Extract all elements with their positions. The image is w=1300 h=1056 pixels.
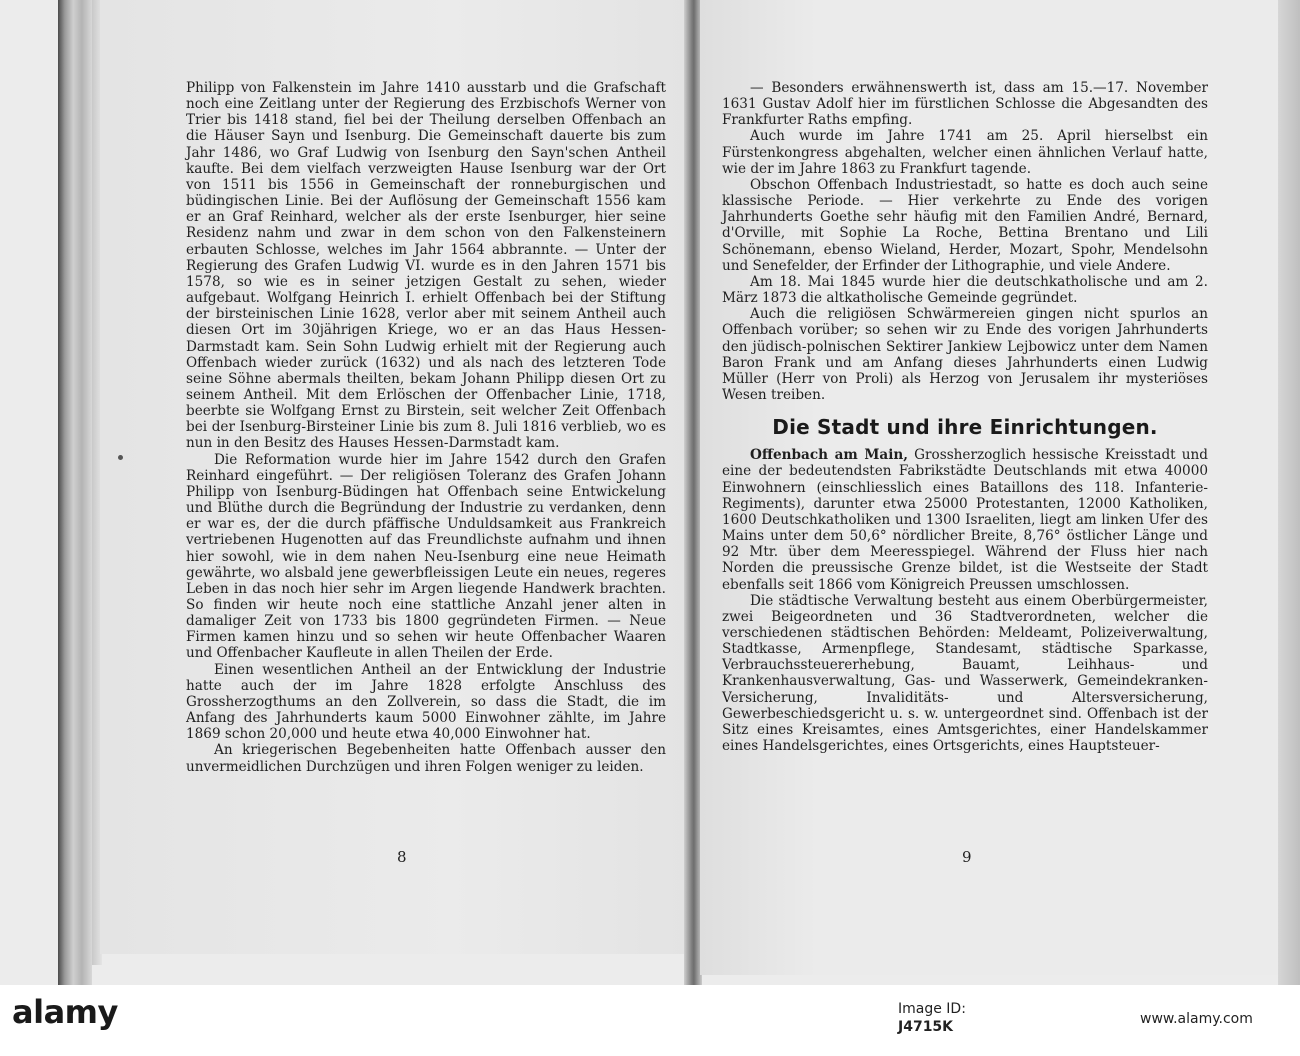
paragraph: Die Reformation wurde hier im Jahre 1542 durch den Grafen Reinhard eingeführt. — Der religiösen Toleranz des Grafen Johann Philipp von Isenburg-Büdingen hat Offenbach seine Entwickelung und Blüthe durch die Begründung der Industrie zu verdanken, denn er war es, der die durch pfäffische Unduldsamkeit aus Frankreich vertriebenen Hugenotten auf das Freundlichste aufnahm und ihnen hier sowohl, wie in dem nahen Neu-Isenburg eine neue Heimath gewährte, wo alsbald jene gewerbfleissigen Leute ein neues, regeres Leben in das noch hier sehr im Argen liegende Handwerk brachten. So finden wir heute noch eine stattliche Anzahl jener alten in damaliger Zeit von 1733 bis 1800 gegründeten Firmen. — Neue Firmen kamen hinzu und so sehen wir heute Offenbacher Waaren und Offenbacher Kaufleute in allen Theilen der Erde.	[186, 451, 666, 662]
paragraph: — Besonders erwähnenswerth ist, dass am 15.—17. November 1631 Gustav Adolf hier im fürstlichen Schlosse die Abgesandten des Frankfurter Raths empfing.	[722, 80, 1208, 129]
paragraph: Auch die religiösen Schwärmereien gingen nicht spurlos an Offenbach vorüber; so sehen wir zu Ende des vorigen Jahrhunderts den jüdisch-polnischen Sektirer Jankiew Lejbowicz unter dem Namen Baron Frank und am Anfang dieses Jahrhunderts einen Ludwig Müller (Herr von Proli) als Herzog von Jerusalem ihr mysteriöses Wesen treiben.	[722, 306, 1208, 403]
page-number: 8	[397, 848, 407, 866]
image-id-label: Image ID:	[898, 1001, 966, 1017]
logo-text: alamy	[12, 993, 118, 1031]
paragraph: An kriegerischen Begebenheiten hatte Offenbach ausser den unvermeidlichen Durchzügen und ihren Folgen weniger zu leiden.	[186, 742, 666, 775]
image-id-value: J4715K	[898, 1019, 954, 1035]
left-page	[100, 0, 686, 954]
watermark-footer	[0, 985, 1300, 1056]
site-url[interactable]: www.alamy.com	[1140, 1011, 1253, 1027]
image-id	[898, 1000, 966, 1036]
paragraph-text: Grossherzoglich hessische Kreisstadt und eine der bedeutendsten Fabrikstädte Deutschlands mit etwa 40000 Einwohnern (einschliesslich eines Bataillons des 118. Infanterie-Regiments), darunter etwa 25000 Protestanten, 12000 Katholiken, 1600 Deutschkatholiken und 1300 Israeliten, liegt am linken Ufer des Mains unter dem 50,6° nördlicher Breite, 8,76° östlicher Länge und 92 Mtr. über dem Meeresspiegel. Während der Fluss hier nach Norden die preussische Grenze bildet, ist die Westseite der Stadt ebenfalls seit 1866 vom Königreich Preussen umschlossen.	[722, 447, 1208, 593]
paragraph: Obschon Offenbach Industriestadt, so hatte es doch auch seine klassische Periode. — Hier verkehrte zu Ende des vorigen Jahrhunderts Goethe sehr häufig mit den Familien André, Bernard, d'Orville, mit Sophie La Roche, Bettina Brentano und Lili Schönemann, ebenso Wieland, Herder, Mozart, Spohr, Mendelsohn und Senefelder, der Erfinder der Lithographie, und viele Andere.	[722, 176, 1208, 274]
right-page-text	[722, 80, 1208, 754]
left-page-text	[186, 80, 666, 775]
right-page	[700, 0, 1282, 975]
page-stack-edge	[58, 0, 92, 985]
page-number: 9	[962, 848, 972, 866]
alamy-logo[interactable]	[12, 993, 118, 1031]
scan-speck	[118, 455, 123, 460]
paragraph: Einen wesentlichen Antheil an der Entwicklung der Industrie hatte auch der im Jahre 1828 erfolgte Anschluss des Grossherzogthums an den Zollverein, so dass die Stadt, die im Anfang des Jahrhunderts kaum 5000 Einwohner zählte, im Jahre 1869 schon 20,000 und heute etwa 40,000 Einwohner hat.	[186, 661, 666, 743]
lead-bold-text: Offenbach am Main,	[750, 447, 908, 464]
right-scan-edge	[1278, 0, 1300, 985]
paragraph: Auch wurde im Jahre 1741 am 25. April hierselbst ein Fürstenkongress abgehalten, welcher einen ähnlichen Verlauf hatte, wie der im Jahre 1863 zu Frankfurt tagende.	[722, 128, 1208, 177]
paragraph	[722, 447, 1208, 592]
paragraph: Die städtische Verwaltung besteht aus einem Oberbürgermeister, zwei Beigeordneten und 36 Stadtverordneten, welcher die verschiedenen städtischen Behörden: Meldeamt, Polizeiverwaltung, Stadtkasse, Armenpflege, Standesamt, städtische Sparkasse, Verbrauchssteuererhebung, Bauamt, Leihhaus- und Krankenhausverwaltung, Gas- und Wasserwerk, Gemeindekranken-Versicherung, Invaliditäts- und Altersversicherung, Gewerbeschiedsgericht u. s. w. untergeordnet sind. Offenbach ist der Sitz eines Kreisamtes, eines Amtsgerichtes, einer Handelskammer eines Handelsgerichtes, eines Ortsgerichts, eines Hauptsteuer-	[722, 592, 1208, 755]
paragraph: Philipp von Falkenstein im Jahre 1410 ausstarb und die Grafschaft noch eine Zeitlang unter der Regierung des Erzbischofs Werner von Trier bis 1418 stand, fiel bei der Theilung derselben Offenbach an die Häuser Sayn und Isenburg. Die Gemeinschaft dauerte bis zum Jahr 1486, wo Graf Ludwig von Isenburg den Sayn'schen Antheil kaufte. Bei dem vielfach verzweigten Hause Isenburg war der Ort von 1511 bis 1556 in Gemeinschaft der ronneburgischen und büdingischen Linie. Bei der Auflösung der Gemeinschaft 1556 kam er an Graf Reinhard, welcher als der erste Isenburger, hier seine Residenz nahm und zwar in dem schon von den Falkensteinern erbauten Schlosse, welches im Jahr 1564 abbrannte. — Unter der Regierung des Grafen Ludwig VI. wurde es in den Jahren 1571 bis 1578, so wie es in seiner jetzigen Gestalt zu sehen, wieder aufgebaut. Wolfgang Heinrich I. erhielt Offenbach bei der Stiftung der birsteinischen Linie 1628, verlor aber mit seinem Antheil auch diesen Ort im 30jährigen Kriege, wo er an das Haus Hessen-Darmstadt kam. Sein Sohn Ludwig erhielt mit der Regierung auch Offenbach wieder zurück (1632) und als nach des letzteren Tode seine Söhne abermals theilten, bekam Johann Philipp diesen Ort zu seinem Antheil. Mit dem Erlöschen der Offenbacher Linie, 1718, beerbte sie Wolfgang Ernst zu Birstein, seit welcher Zeit Offenbach bei der Isenburg-Birsteiner Linie bis zum 8. Juli 1816 verblieb, wo es nun in den Besitz des Hauses Hessen-Darmstadt kam.	[186, 80, 666, 452]
paragraph: Am 18. Mai 1845 wurde hier die deutschkatholische und am 2. März 1873 die altkatholische Gemeinde gegründet.	[722, 273, 1208, 307]
section-heading: Die Stadt und ihre Einrichtungen.	[772, 415, 1158, 440]
